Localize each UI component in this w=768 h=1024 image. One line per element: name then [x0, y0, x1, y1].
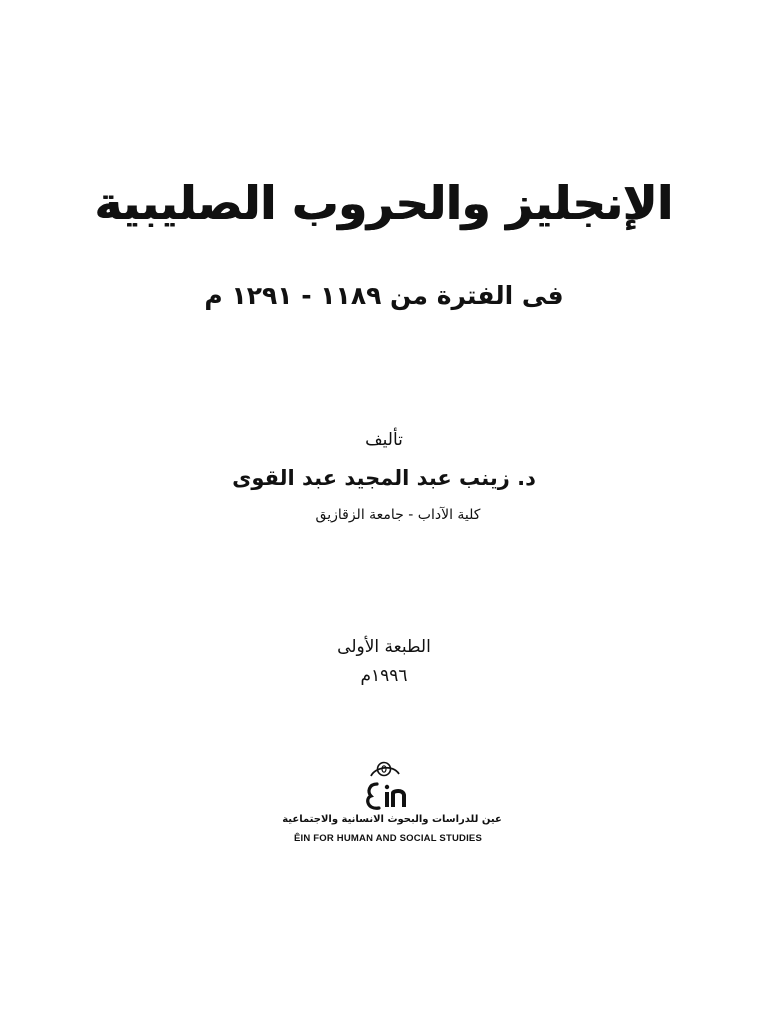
book-title: الإنجليز والحروب الصليبية: [94, 176, 674, 230]
publisher-name-english: ÊIN FOR HUMAN AND SOCIAL STUDIES: [294, 833, 482, 844]
ein-publisher-logo-icon: [357, 758, 413, 814]
book-subtitle: فى الفترة من ١١٨٩ - ١٢٩١ م: [204, 281, 564, 310]
publisher-name-arabic: عين للدراسات والبحوث الانسانية والاجتماعية: [282, 814, 502, 825]
author-name: د. زينب عبد المجيد عبد القوى: [232, 466, 536, 490]
publication-year: ١٩٩٦م: [360, 666, 408, 686]
edition-label: الطبعة الأولى: [337, 637, 431, 657]
author-affiliation: كلية الآداب - جامعة الزقازيق: [315, 507, 481, 523]
authored-by-label: تأليف: [365, 430, 403, 450]
